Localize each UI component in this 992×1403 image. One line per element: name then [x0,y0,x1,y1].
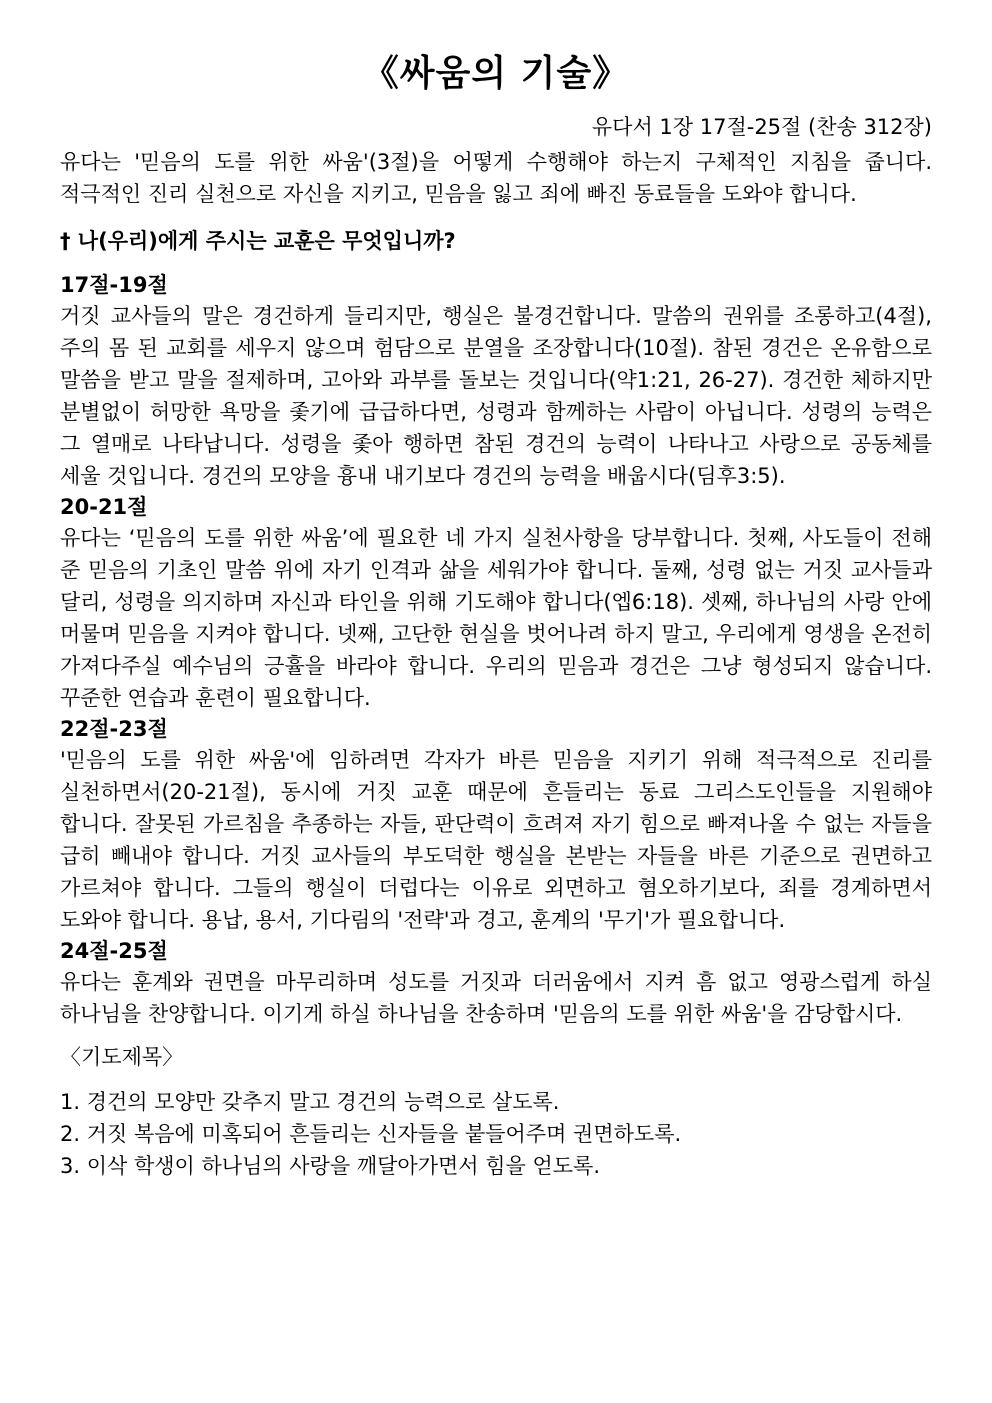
section-heading: 17절-19절 [60,273,168,297]
scripture-reference: 유다서 1장 17절-25절 (찬송 312장) [591,115,932,139]
section-verses-22-23 [60,714,932,936]
section-body: '믿음의 도를 위한 싸움'에 임하려면 각자가 바른 믿음을 지키기 위해 적극적으로 진리를 실천하면서(20-21절), 동시에 거짓 교훈 때문에 흔들리는 동료 그리스도인들을 지원해야 합니다. 잘못된 가르침을 추종하는 자들, 판단력이 흐려져 자기 힘으로 빠져나올 수 없는 자들을 급히 빼내야 합니다. 거짓 교사들의 부도덕한 행실을 본받는 자들을 바른 기준으로 권면하고 가르쳐야 합니다. 그들의 행실이 더럽다는 이유로 외면하고 혐오하기보다, 죄를 경계하면서 도와야 합니다. 용납, 용서, 기다림의 '전략'과 경고, 훈계의 '무기'가 필요합니다. [60,748,932,932]
section-body: 유다는 훈계와 권면을 마무리하며 성도를 거짓과 더러움에서 지켜 흠 없고 영광스럽게 하실 하나님을 찬양합니다. 이기게 하실 하나님을 찬송하며 '믿음의 도를 위한 싸움'을 감당합시다. [60,970,932,1026]
document-title: 《싸움의 기술》 [362,53,630,94]
intro-paragraph: 유다는 '믿음의 도를 위한 싸움'(3절)을 어떻게 수행해야 하는지 구체적인 지침을 줍니다. 적극적인 진리 실천으로 자신을 지키고, 믿음을 잃고 죄에 빠진 동료들을 도와야 합니다. [60,150,932,206]
section-heading: 22절-23절 [60,717,168,741]
section-body: 유다는 ‘믿음의 도를 위한 싸움’에 필요한 네 가지 실천사항을 당부합니다. 첫째, 사도들이 전해 준 믿음의 기초인 말씀 위에 자기 인격과 삶을 세워가야 합니다. 둘째, 성령 없는 거짓 교사들과 달리, 성령을 의지하며 자신과 타인을 위해 기도해야 합니다(엡6:18). 셋째, 하나님의 사랑 안에 머물며 믿음을 지켜야 합니다. 넷째, 고단한 현실을 벗어나려 하지 말고, 우리에게 영생을 온전히 가져다주실 예수님의 긍휼을 바라야 합니다. 우리의 믿음과 경건은 그냥 형성되지 않습니다. 꾸준한 연습과 훈련이 필요합니다. [60,526,932,710]
section-body: 거짓 교사들의 말은 경건하게 들리지만, 행실은 불경건합니다. 말씀의 권위를 조롱하고(4절), 주의 몸 된 교회를 세우지 않으며 험담으로 분열을 조장합니다(10절). 참된 경건은 온유함으로 말씀을 받고 말을 절제하며, 고아와 과부를 돌보는 것입니다(약1:21, 26-27). 경건한 체하지만 분별없이 허망한 욕망을 좇기에 급급하다면, 성령과 함께하는 사람이 아닙니다. 성령의 능력은 그 열매로 나타납니다. 성령을 좇아 행하면 참된 경건의 능력이 나타나고 사랑으로 공동체를 세울 것입니다. 경건의 모양을 흉내 내기보다 경건의 능력을 배웁시다(딤후3:5). [60,304,932,488]
prayer-item: 1. 경건의 모양만 갖추지 말고 경건의 능력으로 살도록. [60,1090,560,1114]
prayer-item: 2. 거짓 복음에 미혹되어 흔들리는 신자들을 붙들어주며 권면하도록. [60,1122,682,1146]
prayer-heading: 〈기도제목〉 [60,1045,184,1069]
section-verses-17-19 [60,270,932,492]
section-verses-20-21 [60,492,932,714]
section-heading: 20-21절 [60,495,148,519]
prayer-list [60,1086,932,1182]
section-verses-24-25 [60,936,932,1030]
lesson-heading: † 나(우리)에게 주시는 교훈은 무엇입니까? [60,229,456,253]
section-heading: 24절-25절 [60,939,168,963]
document-page [60,50,932,1182]
prayer-item: 3. 이삭 학생이 하나님의 사랑을 깨달아가면서 힘을 얻도록. [60,1154,601,1178]
